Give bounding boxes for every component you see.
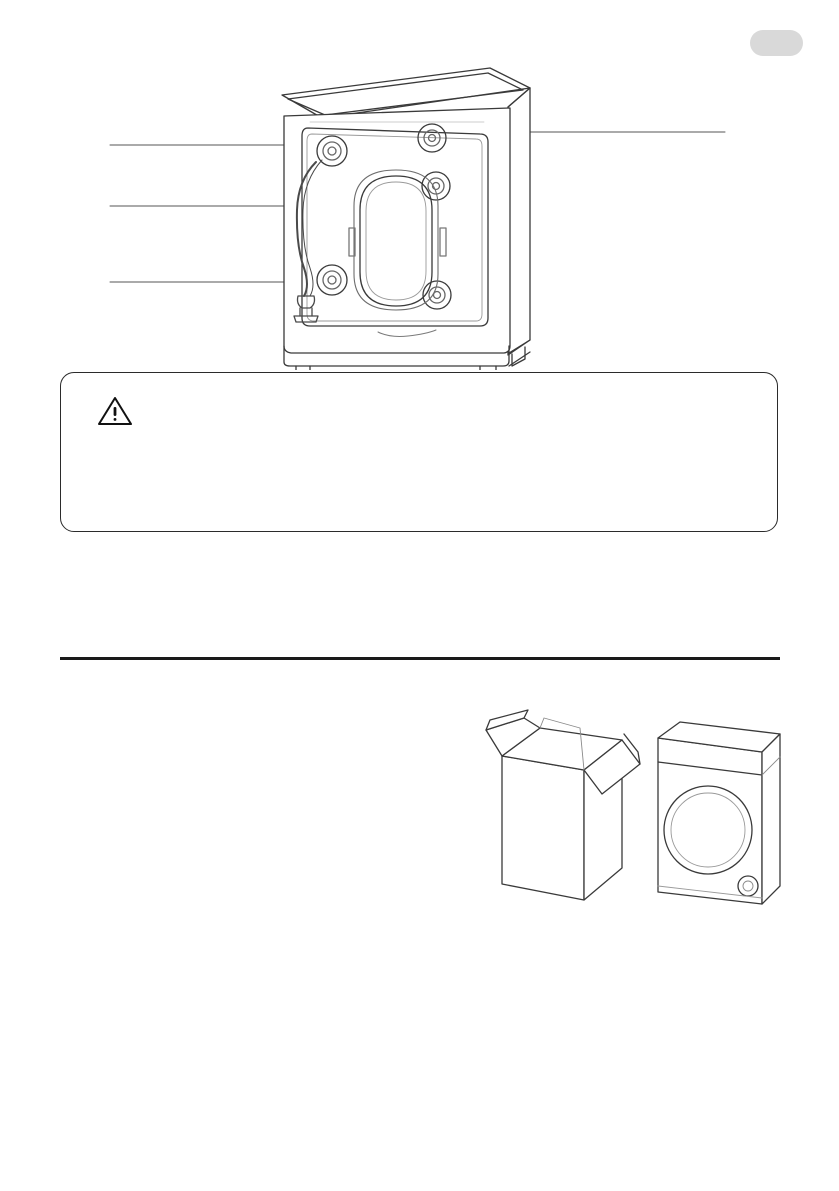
carton-and-washer-diagram <box>480 690 800 920</box>
section-divider <box>60 657 780 660</box>
washer-rear-diagram <box>60 50 780 370</box>
warning-box <box>60 372 778 532</box>
warning-triangle-icon <box>97 395 133 427</box>
